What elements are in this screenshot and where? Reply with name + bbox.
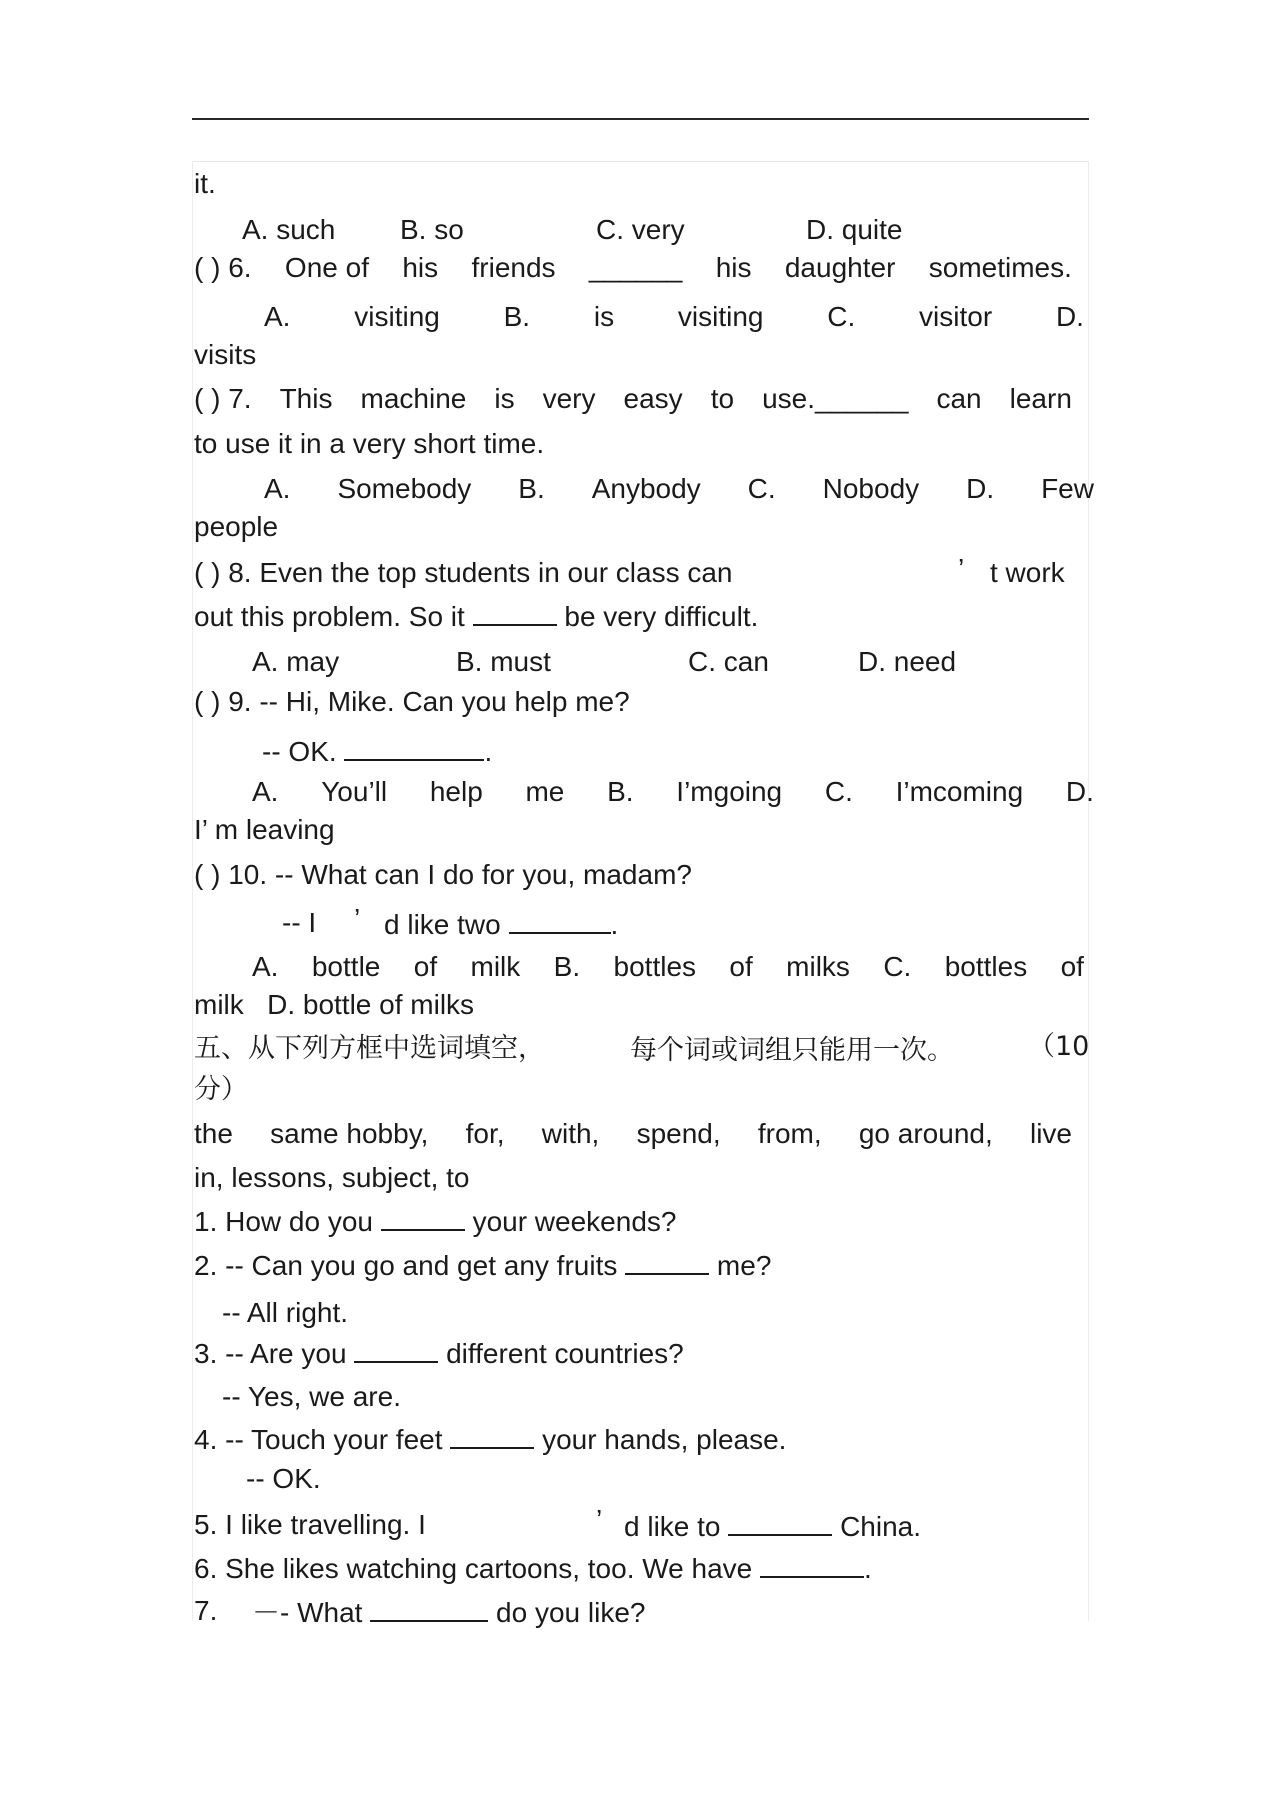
- fill-text: 6. She likes watching cartoons, too. We have: [194, 1553, 753, 1584]
- q9-option-letter: D.: [1065, 776, 1094, 807]
- q10-option-letter: B.: [553, 951, 581, 982]
- q8-apostrophe: ’: [958, 553, 965, 584]
- fill-5-blank: [728, 1508, 832, 1536]
- q6-word: his: [715, 252, 752, 283]
- q8-option-b: B. must: [456, 646, 551, 677]
- fill-text: 3. -- Are you: [194, 1338, 347, 1369]
- fill-6-blank: [760, 1550, 864, 1578]
- q7-word: easy: [623, 383, 683, 414]
- q10-reply-start: -- I: [282, 907, 317, 938]
- fill-7-blank: [370, 1594, 488, 1622]
- q9-option-text: You’ll: [321, 776, 388, 807]
- q9-options: [252, 775, 1094, 809]
- fill-2-blank: [625, 1247, 709, 1275]
- q6-number: ( ) 6.: [194, 252, 252, 283]
- fill-text: 1. How do you: [194, 1206, 373, 1237]
- q7-word: machine: [360, 383, 467, 414]
- fill-7-number: 7.: [194, 1595, 218, 1626]
- q6-option-text: visitor: [919, 301, 993, 332]
- fill-text: different countries?: [446, 1338, 684, 1369]
- q6-option-letter: D.: [1055, 301, 1084, 332]
- q10-option-letter: A.: [252, 951, 279, 982]
- q8-blank: [473, 598, 557, 626]
- q6-option-d-text: visits: [194, 339, 257, 370]
- fill-5: [624, 1508, 921, 1544]
- fill-1-blank: [381, 1203, 465, 1231]
- q7-option-text: Nobody: [822, 473, 920, 504]
- q10-reply-text: d like two: [384, 909, 501, 940]
- q6-option-text: visiting: [354, 301, 440, 332]
- fill-text: －- What: [252, 1597, 363, 1628]
- word-box-item: with,: [541, 1118, 600, 1149]
- q10-option-text: of: [413, 951, 438, 982]
- q6-option-letter: A.: [264, 301, 291, 332]
- q10-option-text: bottle: [311, 951, 381, 982]
- content-frame-right: [1088, 161, 1089, 1621]
- q7-word: can: [936, 383, 982, 414]
- q8-option-d: D. need: [858, 646, 957, 677]
- q9-reply: [262, 733, 492, 769]
- word-box-item: for,: [465, 1118, 505, 1149]
- fill-6: [194, 1550, 872, 1586]
- q8-text: be very difficult.: [564, 601, 759, 632]
- fill-2-reply: -- All right.: [222, 1297, 349, 1328]
- q7-option-d-text: people: [194, 511, 279, 542]
- fill-5-apostrophe: ’: [596, 1504, 603, 1535]
- content-frame-top: [192, 161, 1089, 162]
- q9-blank: [344, 733, 484, 761]
- section-5-title: 五、从下列方框中选词填空，: [194, 1033, 545, 1064]
- q5-stem-end: it.: [194, 168, 216, 199]
- q10-blank: [509, 906, 611, 934]
- q7-word: very: [542, 383, 596, 414]
- q8-option-c: C. can: [688, 646, 769, 677]
- q9-option-text: I’mcoming: [895, 776, 1024, 807]
- q6-word: sometimes.: [928, 252, 1072, 283]
- fill-text: me?: [716, 1250, 772, 1281]
- fill-3-blank: [354, 1335, 438, 1363]
- q10-reply-end: .: [610, 909, 619, 940]
- q10-option-text: milk: [470, 951, 521, 982]
- fill-text: 4. -- Touch your feet: [194, 1424, 443, 1455]
- q5-option-c: C. very: [596, 214, 685, 245]
- fill-text: your weekends?: [472, 1206, 677, 1237]
- word-box-item: spend,: [636, 1118, 721, 1149]
- q10-option-text: bottles: [944, 951, 1028, 982]
- q8-option-a: A. may: [252, 646, 340, 677]
- q5-option-d: D. quite: [806, 214, 903, 245]
- fill-2: [194, 1247, 771, 1283]
- q7-word: to: [710, 383, 735, 414]
- q10-option-text: of: [1060, 951, 1084, 982]
- fill-7: [252, 1594, 645, 1630]
- fill-3-reply: -- Yes, we are.: [222, 1381, 401, 1412]
- word-box: [194, 1117, 1072, 1151]
- section-5-points-end: 分）: [194, 1074, 248, 1105]
- q9-option-letter: C.: [824, 776, 853, 807]
- q7-word: This: [279, 383, 333, 414]
- fill-text: 2. -- Can you go and get any fruits: [194, 1250, 618, 1281]
- q9-option-d-text: I’ m leaving: [194, 814, 335, 845]
- section-5-points: （10: [1028, 1031, 1090, 1062]
- q7-option-letter: A.: [264, 473, 291, 504]
- section-5-instruction: 每个词或词组只能用一次。: [630, 1035, 954, 1066]
- fill-4: [194, 1421, 786, 1457]
- q10-options: [252, 950, 1084, 984]
- q5-option-b: B. so: [400, 214, 464, 245]
- word-box-item: go around,: [858, 1118, 993, 1149]
- q6-option-text: visiting: [677, 301, 764, 332]
- q5-option-a: A. such: [242, 214, 336, 245]
- q7-option-letter: C.: [747, 473, 776, 504]
- q6-blank: ______: [588, 252, 683, 283]
- q6-option-text: is: [593, 301, 615, 332]
- fill-text: do you like?: [496, 1597, 646, 1628]
- fill-text: China.: [840, 1511, 921, 1542]
- fill-4-blank: [450, 1421, 534, 1449]
- q7-option-text: Few: [1041, 473, 1094, 504]
- fill-3: [194, 1335, 684, 1371]
- word-box-item: live: [1029, 1118, 1072, 1149]
- q7-option-letter: B.: [518, 473, 545, 504]
- word-box-cont: in, lessons, subject, to: [194, 1162, 470, 1193]
- q7-word-blank: use.______: [762, 383, 909, 414]
- word-box-item: from,: [757, 1118, 822, 1149]
- q7-option-text: Anybody: [591, 473, 701, 504]
- q9-option-text: I’mgoing: [676, 776, 783, 807]
- q6-stem: [194, 251, 1072, 285]
- q8-stem: ( ) 8. Even the top students in our class can: [194, 557, 733, 588]
- fill-text: your hands, please.: [542, 1424, 787, 1455]
- q10-apostrophe: ’: [354, 903, 361, 934]
- fill-4-reply: -- OK.: [246, 1463, 321, 1494]
- q7-stem-cont: to use it in a very short time.: [194, 428, 545, 459]
- q7-stem: [194, 382, 1072, 416]
- q9-option-letter: A.: [252, 776, 279, 807]
- q10-option-text: milks: [786, 951, 850, 982]
- q10-option-tail: milk D. bottle of milks: [194, 989, 475, 1020]
- q7-options: [264, 472, 1094, 506]
- q10-option-text: of: [729, 951, 753, 982]
- word-box-item: the: [194, 1118, 233, 1149]
- q9-option-text: me: [525, 776, 565, 807]
- q9-stem: ( ) 9. -- Hi, Mike. Can you help me?: [194, 686, 630, 717]
- word-box-item: same hobby,: [270, 1118, 429, 1149]
- q7-word: is: [494, 383, 515, 414]
- q8-stem-end: t work: [990, 557, 1065, 588]
- q6-word: his: [402, 252, 439, 283]
- q7-word: learn: [1009, 383, 1072, 414]
- q10-reply: [384, 906, 618, 942]
- q7-number: ( ) 7.: [194, 383, 252, 414]
- q6-word: One of: [284, 252, 369, 283]
- q7-option-letter: D.: [966, 473, 995, 504]
- q6-option-letter: B.: [503, 301, 531, 332]
- q6-option-letter: C.: [827, 301, 856, 332]
- q6-word: daughter: [784, 252, 896, 283]
- fill-text: d like to: [624, 1511, 721, 1542]
- q10-stem: ( ) 10. -- What can I do for you, madam?: [194, 859, 692, 890]
- q7-option-text: Somebody: [337, 473, 472, 504]
- q9-option-letter: B.: [607, 776, 634, 807]
- q6-options: [264, 300, 1084, 334]
- q8-stem-cont: [194, 598, 758, 634]
- q9-option-text: help: [429, 776, 483, 807]
- fill-5-start: 5. I like travelling. I: [194, 1509, 426, 1540]
- fill-1: [194, 1203, 676, 1239]
- q9-reply-text: -- OK.: [262, 736, 337, 767]
- header-rule: [192, 118, 1089, 120]
- content-frame-left: [192, 161, 193, 1621]
- q10-option-letter: C.: [883, 951, 912, 982]
- q10-option-text: bottles: [613, 951, 697, 982]
- q8-text: out this problem. So it: [194, 601, 465, 632]
- q6-word: friends: [471, 252, 556, 283]
- fill-text: .: [864, 1553, 872, 1584]
- q9-reply-end: .: [484, 736, 493, 767]
